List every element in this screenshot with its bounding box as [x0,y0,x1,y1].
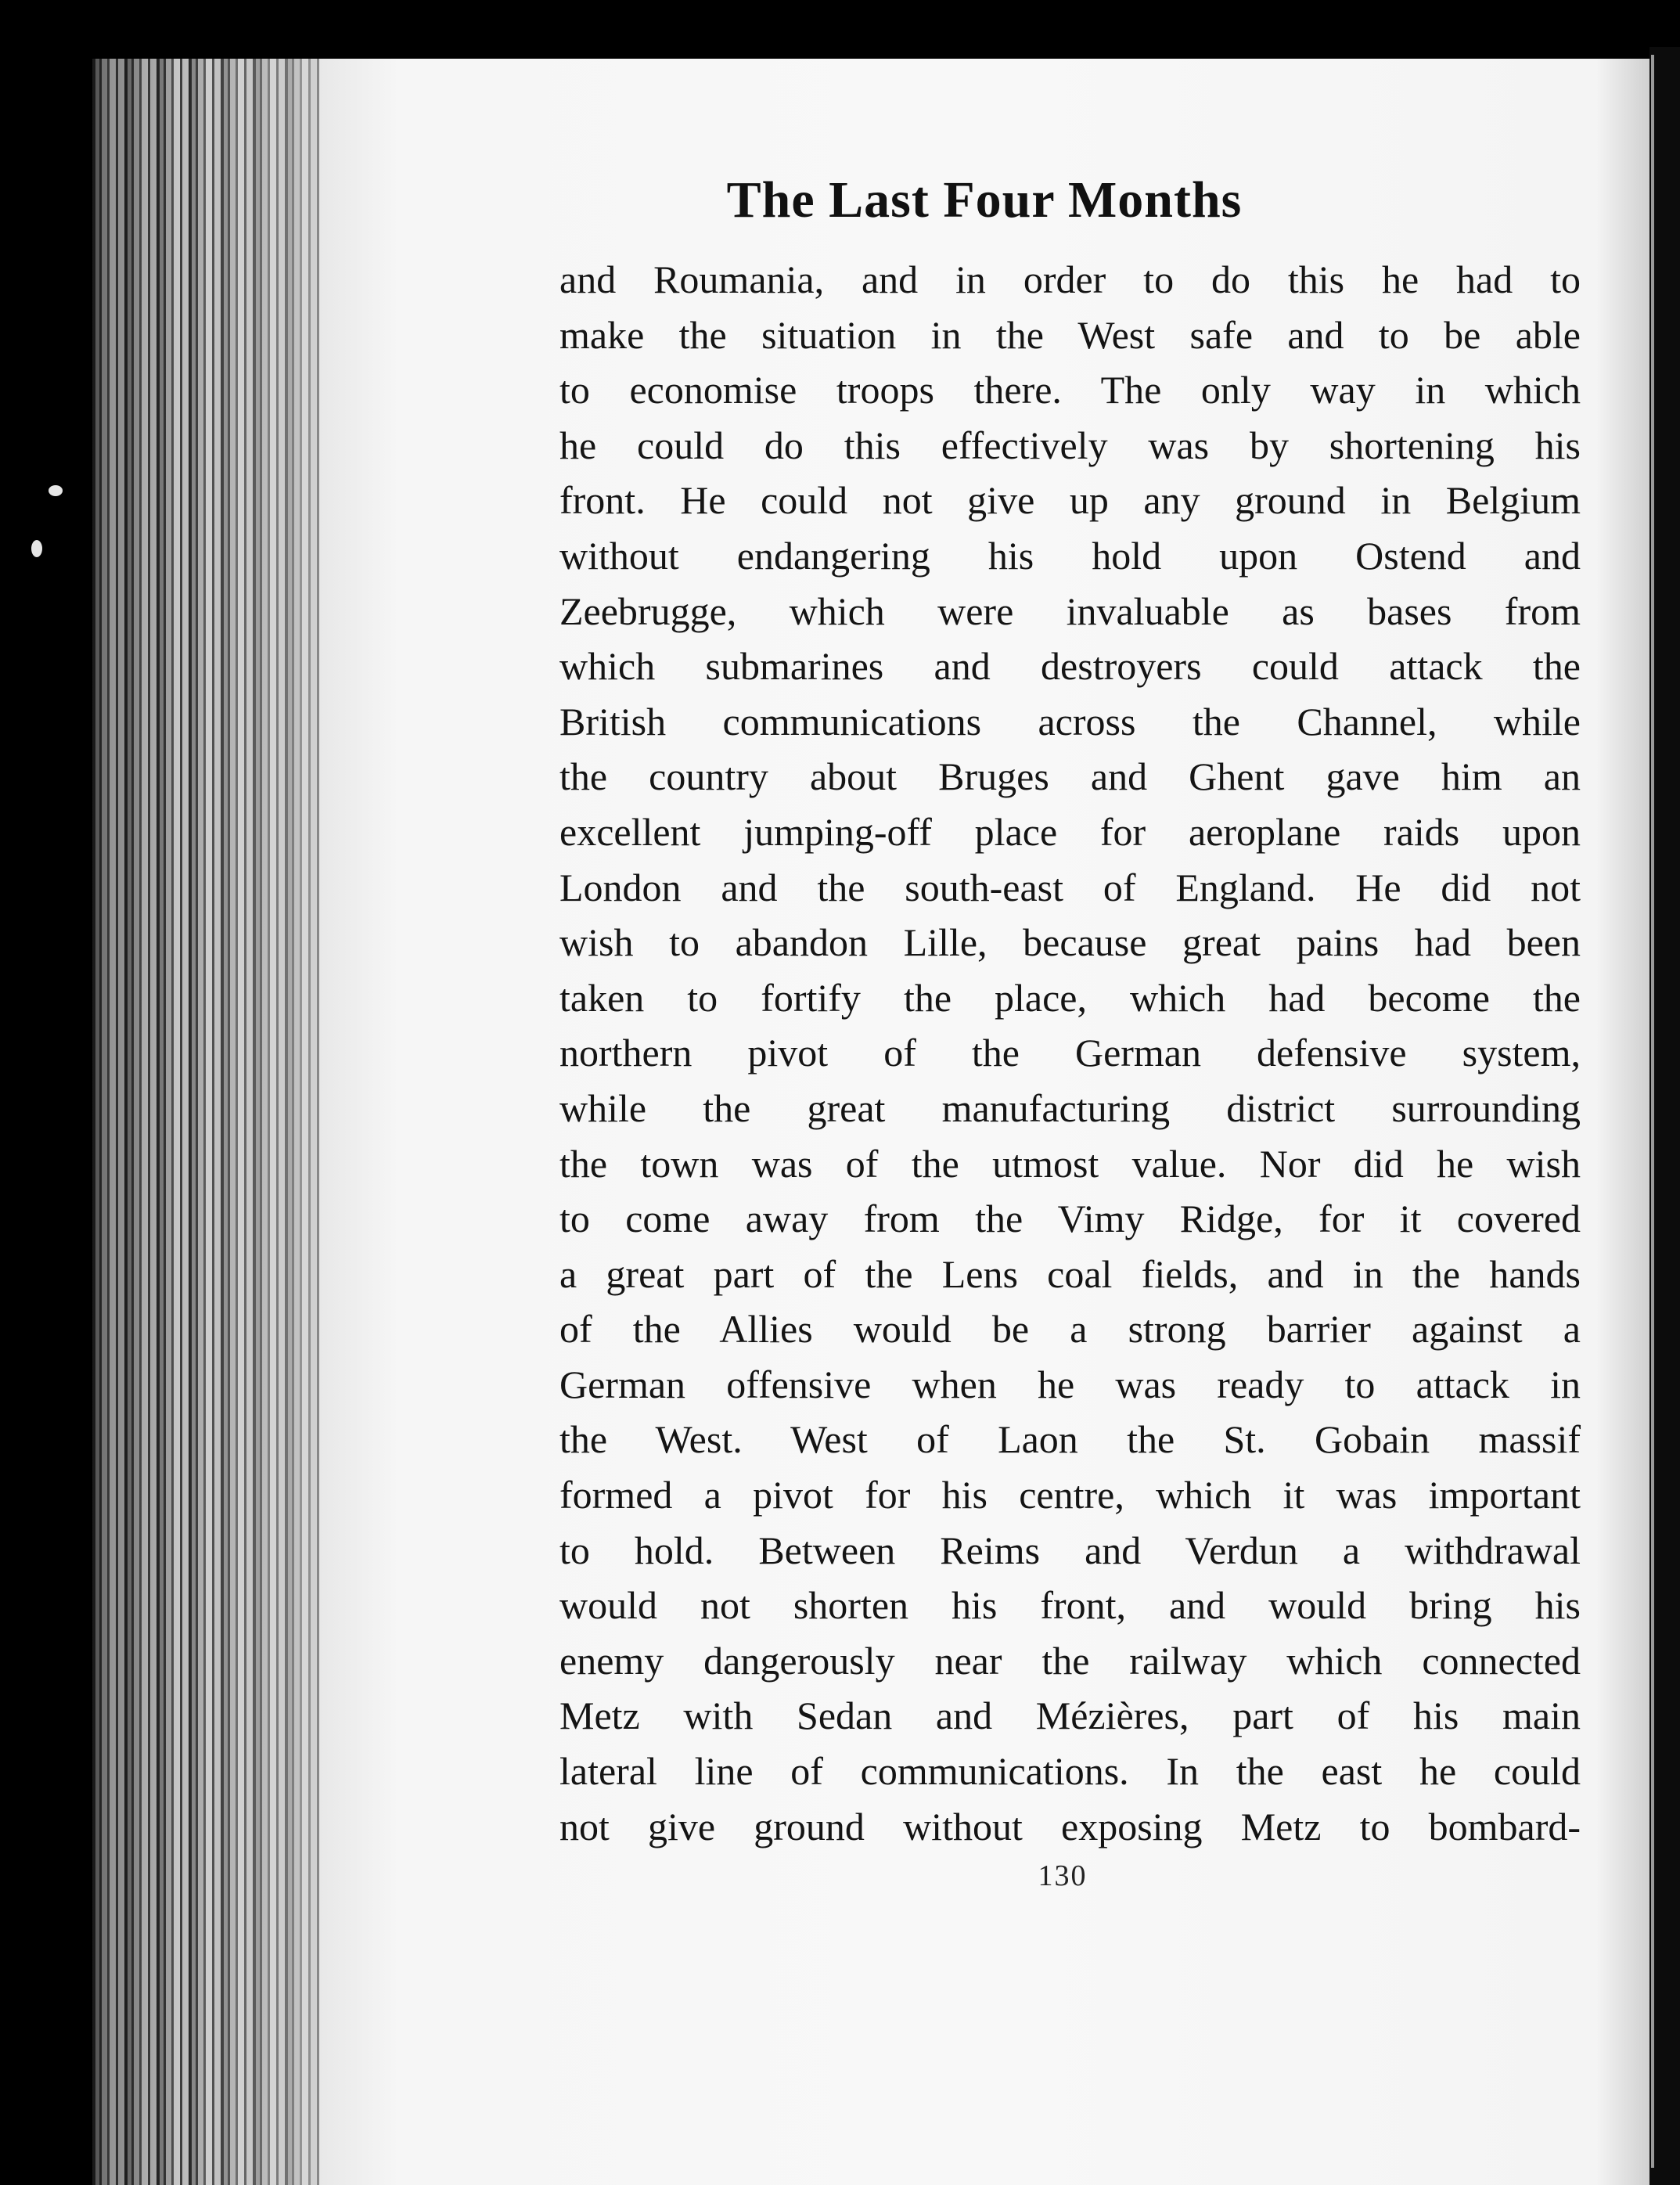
text-line: which submarines and destroyers could attack the [559,644,1581,689]
text-line: Metz with Sedan and Mézières, part of his main [559,1694,1581,1738]
adjacent-page-edge-line [1651,55,1654,2168]
text-line: to economise troops there. The only way in which [559,368,1581,412]
text-line: without endangering his hold upon Ostend and [559,533,1581,578]
page-number: 130 [1038,1859,1088,1892]
text-line: taken to fortify the place, which had become the [559,975,1581,1020]
text-line: while the great manufacturing district surrounding [559,1085,1581,1130]
text-line: he could do this effectively was by shortening his [559,423,1581,467]
text-line: to hold. Between Reims and Verdun a withdrawal [559,1528,1581,1572]
text-line: to come away from the Vimy Ridge, for it covered [559,1197,1581,1241]
body-text [559,252,1581,1854]
text-line: make the situation in the West safe and to be able [559,312,1581,357]
text-line: and Roumania, and in order to do this he had to [559,257,1581,301]
text-line: the West. West of Laon the St. Gobain massif [559,1417,1581,1462]
text-line: not give ground without exposing Metz to bombard- [559,1804,1581,1848]
text-line: northern pivot of the German defensive system, [559,1031,1581,1075]
text-line: London and the south-east of England. He did not [559,865,1581,909]
text-line: wish to abandon Lille, because great pains had been [559,920,1581,965]
text-line: enemy dangerously near the railway which connected [559,1638,1581,1683]
text-line: of the Allies would be a strong barrier against a [559,1307,1581,1352]
text-line: Zeebrugge, which were invaluable as bases from [559,589,1581,633]
text-line: German offensive when he was ready to attack in [559,1362,1581,1406]
text-line: a great part of the Lens coal fields, and in the hands [559,1251,1581,1296]
text-line: would not shorten his front, and would bring his [559,1583,1581,1628]
running-head: The Last Four Months [726,171,1243,229]
book-page-edges [92,59,327,2185]
text-line: excellent jumping-off place for aeroplane raids upon [559,809,1581,854]
text-line: lateral line of communications. In the east he could [559,1749,1581,1794]
text-line: the country about Bruges and Ghent gave him an [559,754,1581,799]
dust-speck [49,485,63,496]
text-line: British communications across the Channel, while [559,699,1581,743]
text-line: formed a pivot for his centre, which it was important [559,1473,1581,1517]
dust-speck [31,540,42,557]
text-line: the town was of the utmost value. Nor did he wish [559,1141,1581,1186]
text-line: front. He could not give up any ground in Belgium [559,478,1581,523]
